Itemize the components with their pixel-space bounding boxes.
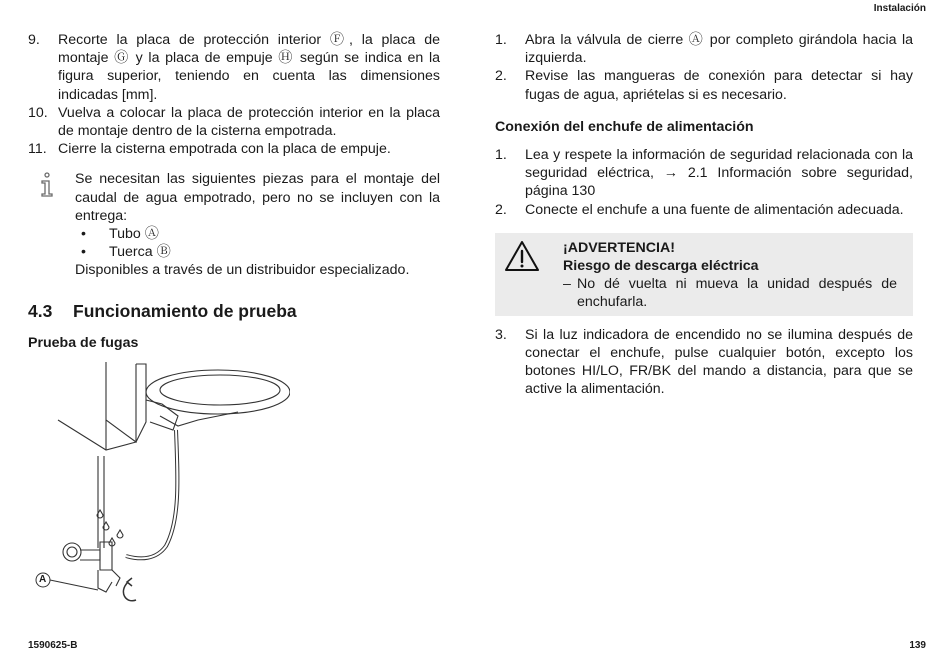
step-number: 10. (28, 104, 48, 121)
step-text: Revise las mangueras de conexión para detectar si hay fugas de agua, apriételas si es necesario. (525, 68, 913, 103)
step-number: 11. (28, 141, 47, 158)
warning-box (495, 233, 913, 316)
step-number: 2. (495, 201, 507, 218)
page-number: 139 (909, 640, 926, 651)
warning-dash: – (563, 276, 571, 293)
list-item-text: Tubo Ⓐ (109, 226, 159, 243)
step-text: Lea y respete la información de seguridad relacionada con la seguridad eléctrica, → 2.1 Información sobre seguridad, página 130 (525, 147, 913, 200)
figure-callout-label: A (39, 574, 47, 585)
power-step-2 (495, 201, 913, 219)
list-item (75, 243, 440, 261)
subheading-leak-test: Prueba de fugas (28, 334, 139, 351)
subheading-power-plug: Conexión del enchufe de alimentación (495, 118, 754, 135)
step-number: 9. (28, 32, 40, 48)
power-step-3 (495, 326, 913, 399)
step-1 (495, 31, 913, 67)
step-11 (28, 140, 440, 158)
step-number: 2. (495, 68, 507, 85)
step-number: 1. (495, 147, 507, 164)
running-header: Instalación (873, 3, 926, 14)
warning-title: ¡ADVERTENCIA! (563, 239, 675, 256)
info-footer: Disponibles a través de un distribuidor especializado. (75, 262, 410, 279)
right-column (495, 31, 913, 398)
step-10 (28, 104, 440, 140)
step-number: 3. (495, 326, 507, 343)
step-text: Cierre la cisterna empotrada con la placa de empuje. (58, 141, 391, 158)
step-text: Vuelva a colocar la placa de protección interior en la placa de montaje dentro de la cisterna empotrada. (58, 104, 440, 140)
warning-subtitle: Riesgo de descarga eléctrica (563, 258, 759, 275)
installation-figure (28, 360, 290, 610)
warning-triangle-icon (503, 239, 563, 312)
step-text: Abra la válvula de cierre Ⓐ por completo girándola hacia la izquierda. (525, 32, 913, 67)
info-note (28, 170, 440, 279)
section-heading (28, 302, 440, 320)
power-step-1 (495, 146, 913, 201)
step-9 (28, 31, 440, 104)
info-icon (28, 170, 75, 279)
section-number: 4.3 (28, 300, 53, 321)
step-text: Recorte la placa de protección interior Ⓕ, la placa de montaje Ⓖ y la placa de empuje Ⓗ según se indica en la figura superior, teniendo en cuenta las dimensiones indicadas [mm]. (58, 32, 440, 103)
info-body (75, 170, 440, 279)
warning-body (563, 239, 897, 312)
list-item-text: Tuerca Ⓑ (109, 244, 171, 261)
warning-item (563, 275, 897, 311)
list-item (75, 225, 440, 243)
info-text: Se necesitan las siguientes piezas para el montaje del caudal de agua empotrado, pero no se incluyen con la entrega: (75, 171, 440, 224)
step-text: Conecte el enchufe a una fuente de alimentación adecuada. (525, 201, 904, 218)
bullet-dot: • (81, 244, 86, 261)
step-2 (495, 67, 913, 103)
bullet-dot: • (81, 226, 86, 243)
footer-doc-id: 1590625-B (28, 640, 78, 651)
step-number: 1. (495, 32, 507, 48)
section-title: Funcionamiento de prueba (73, 300, 297, 321)
left-column (28, 31, 440, 352)
step-text: Si la luz indicadora de encendido no se ilumina después de conectar el enchufe, pulse cualquier botón, excepto los botones HI/LO, FR/BK del mando a distancia, para que se active la alimentación. (525, 326, 913, 398)
power-steps (495, 146, 913, 219)
warning-item-text: No dé vuelta ni mueva la unidad después de enchufarla. (577, 276, 897, 311)
